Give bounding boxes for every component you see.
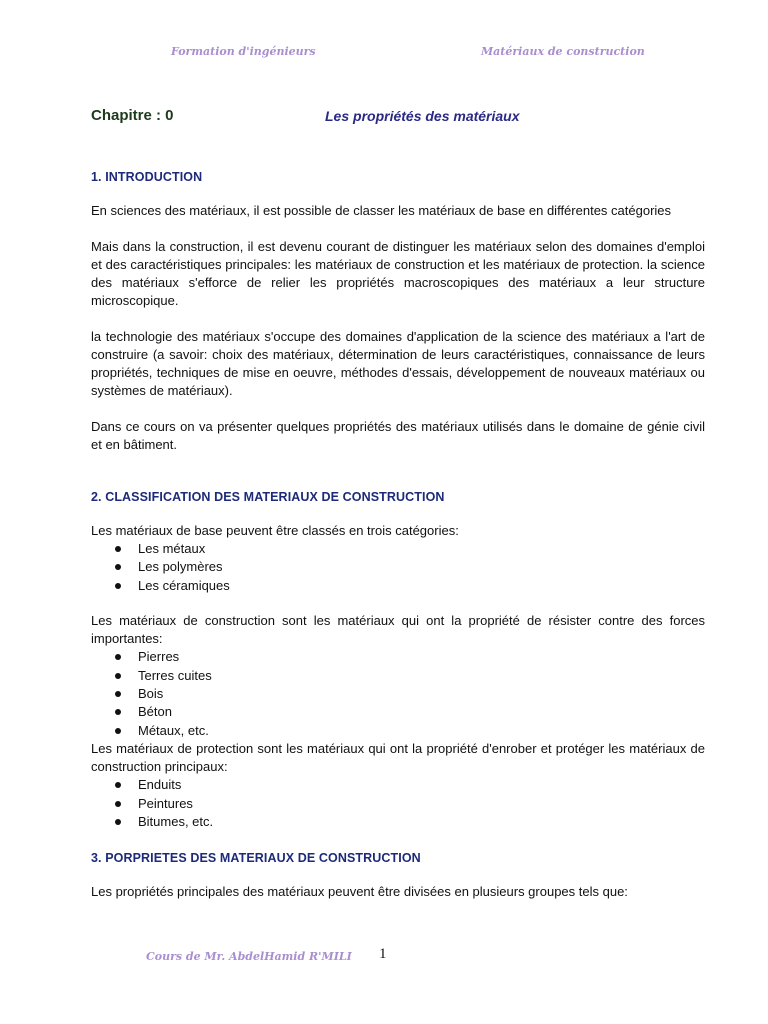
protection-materials-intro: Les matériaux de protection sont les matériaux qui ont la propriété d'enrober et protéger les matériaux de construction principaux:	[91, 741, 705, 775]
protection-materials-list	[91, 776, 705, 831]
intro-paragraph-1: En sciences des matériaux, il est possible de classer les matériaux de base en différentes catégories	[91, 203, 672, 218]
chapter-heading	[91, 107, 691, 129]
section-heading-properties: 3. PORPRIETES DES MATERIAUX DE CONSTRUCTION	[91, 851, 421, 866]
list-item	[115, 722, 705, 740]
list-item-text: Enduits	[138, 777, 182, 793]
chapter-title: Les propriétés des matériaux	[325, 108, 520, 124]
bullet-icon	[115, 654, 121, 660]
bullet-icon	[115, 819, 121, 825]
document-body	[91, 168, 705, 901]
list-item	[115, 577, 705, 595]
intro-paragraph-4: Dans ce cours on va présenter quelques propriétés des matériaux utilisés dans le domaine de génie civil et en bâtiment.	[91, 419, 705, 452]
intro-paragraph-3: la technologie des matériaux s'occupe des domaines d'application de la science des matériaux a l'art de construire (a savoir: choix des matériaux, détermination de leurs caractéristiques, connaissance de leurs propriétés, techniques de mise en oeuvre, méthodes d'essais, développement de nouveaux matériaux ou systèmes de matériaux).	[91, 329, 705, 398]
bullet-icon	[115, 546, 121, 552]
section-heading-introduction: 1. INTRODUCTION	[91, 170, 203, 184]
base-materials-list	[91, 540, 705, 595]
header-right-text: Matériaux de construction	[481, 45, 645, 58]
bullet-icon	[115, 691, 121, 697]
bullet-icon	[115, 709, 121, 715]
construction-materials-intro: Les matériaux de construction sont les matériaux qui ont la propriété de résister contre des forces importantes:	[91, 613, 705, 647]
bullet-icon	[115, 728, 121, 734]
list-item-text: Métaux, etc.	[138, 722, 209, 738]
list-item-text: Les polymères	[138, 559, 223, 575]
bullet-icon	[115, 801, 121, 807]
chapter-label: Chapitre : 0	[91, 107, 174, 124]
list-item-text: Béton	[138, 704, 172, 720]
header-left-text: Formation d'ingénieurs	[171, 45, 316, 58]
list-item	[115, 648, 705, 666]
list-item-text: Bitumes, etc.	[138, 813, 214, 829]
list-item-text: Terres cuites	[138, 667, 212, 683]
construction-materials-list	[91, 648, 705, 740]
list-item-text: Peintures	[138, 795, 193, 811]
intro-paragraph-2: Mais dans la construction, il est devenu courant de distinguer les matériaux selon des domaines d'emploi et des caractéristiques principales: les matériaux de construction et les matériaux de protection. la science des matériaux s'efforce de relier les propriétés macroscopiques des matériaux a leur structure microscopique.	[91, 239, 705, 308]
list-item-text: Les céramiques	[138, 577, 230, 593]
list-item	[115, 558, 705, 576]
page-number: 1	[379, 946, 387, 962]
properties-paragraph-1: Les propriétés principales des matériaux peuvent être divisées en plusieurs groupes tels que:	[91, 884, 628, 900]
list-item	[115, 703, 705, 721]
list-item	[115, 813, 705, 831]
list-item	[115, 685, 705, 703]
footer-author: Cours de Mr. AbdelHamid R'MILI	[146, 950, 352, 963]
section-heading-classification: 2. CLASSIFICATION DES MATERIAUX DE CONSTRUCTION	[91, 490, 445, 504]
list-item	[115, 667, 705, 685]
list-item	[115, 540, 705, 558]
list-item-text: Bois	[138, 685, 164, 701]
list-item	[115, 776, 705, 794]
base-materials-intro: Les matériaux de base peuvent être classés en trois catégories:	[91, 523, 459, 538]
list-item-text: Pierres	[138, 649, 180, 665]
list-item-text: Les métaux	[138, 541, 206, 556]
bullet-icon	[115, 673, 121, 679]
bullet-icon	[115, 564, 121, 570]
bullet-icon	[115, 782, 121, 788]
bullet-icon	[115, 583, 121, 589]
list-item	[115, 795, 705, 813]
